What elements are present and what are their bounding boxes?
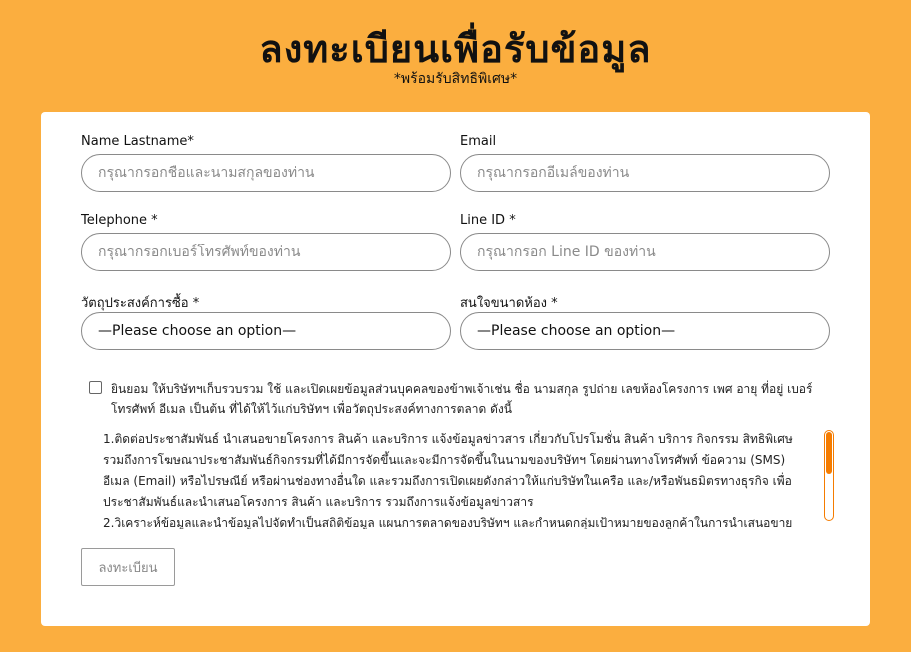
page-title: ลงทะเบียนเพื่อรับข้อมูล xyxy=(259,27,652,71)
line-id-label: Line ID * xyxy=(460,213,516,228)
purpose-field-group xyxy=(81,292,451,350)
registration-form xyxy=(41,112,870,626)
name-input[interactable] xyxy=(98,165,434,181)
purpose-select-value: —Please choose an option— xyxy=(98,323,297,339)
purpose-label: วัตถุประสงค์การซื้อ * xyxy=(81,296,200,311)
terms-paragraph-2: 2.วิเคราะห์ข้อมูลและนำข้อมูลไปจัดทำเป็นสถิติข้อมูล แผนการตลาดของบริษัทฯ และกำหนดกลุ่มเป้าหมายของลูกค้าในการนำเสนอขาย xyxy=(103,516,793,529)
room-size-select[interactable] xyxy=(460,312,830,350)
terms-paragraph-1: 1.ติดต่อประชาสัมพันธ์ นำเสนอขายโครงการ สินค้า และบริการ แจ้งข้อมูลข่าวสาร เกี่ยวกับโปรโมชั่น สินค้า บริการ กิจกรรม สิทธิพิเศษ รวมถึงการโฆษณาประชาสัมพันธ์กิจกรรมที่ได้มีการจัดขึ้นและจะมีการจัดขึ้นในนามของบริษัทฯ โดยผ่านทางโทรศัพท์ ข้อความ (SMS) อีเมล (Email) หรือไปรษณีย์ หรือผ่านช่องทางอื่นใด และรวมถึงการเปิดเผยดังกล่าวให้แก่บริษัทในเครือ และ/หรือพันธมิตรทางธุรกิจ เพื่อประชาสัมพันธ์และนำเสนอโครงการ สินค้า และบริการ รวมถึงการแจ้งข้อมูลข่าวสาร xyxy=(103,432,793,509)
terms-scroll-area[interactable] xyxy=(103,429,793,529)
name-field-group xyxy=(81,134,451,192)
name-label: Name Lastname* xyxy=(81,134,194,149)
line-id-input[interactable] xyxy=(477,244,813,260)
email-input-box[interactable] xyxy=(460,154,830,192)
purpose-select[interactable] xyxy=(81,312,451,350)
email-label: Email xyxy=(460,134,497,149)
terms-scrollbar[interactable] xyxy=(824,430,834,521)
scrollbar-thumb[interactable] xyxy=(826,432,832,474)
email-field-group xyxy=(460,134,830,192)
telephone-input-box[interactable] xyxy=(81,233,451,271)
email-input[interactable] xyxy=(477,165,813,181)
consent-text: ยินยอม ให้บริษัทฯเก็บรวบรวม ใช้ และเปิดเผยข้อมูลส่วนบุคคลของข้าพเจ้าเช่น ชื่อ นามสกุล รูปถ่าย เลขห้องโครงการ เพศ อายุ ที่อยู่ เบอร์โทรศัพท์ อีเมล เป็นต้น ที่ได้ให้ไว้แก่บริษัทฯ เพื่อวัตถุประสงค์ทางการตลาด ดังนี้ xyxy=(111,382,813,416)
consent-checkbox[interactable] xyxy=(89,381,102,394)
telephone-label: Telephone * xyxy=(81,213,158,228)
line-id-input-box[interactable] xyxy=(460,233,830,271)
room-size-field-group xyxy=(460,292,830,350)
consent-row xyxy=(89,379,829,419)
telephone-field-group xyxy=(81,213,451,271)
telephone-input[interactable] xyxy=(98,244,434,260)
register-button[interactable]: ลงทะเบียน xyxy=(81,548,175,586)
room-size-label: สนใจขนาดห้อง * xyxy=(460,296,558,311)
line-id-field-group xyxy=(460,213,830,271)
name-input-box[interactable] xyxy=(81,154,451,192)
page-subtitle: *พร้อมรับสิทธิพิเศษ* xyxy=(393,71,518,87)
room-size-select-value: —Please choose an option— xyxy=(477,323,676,339)
